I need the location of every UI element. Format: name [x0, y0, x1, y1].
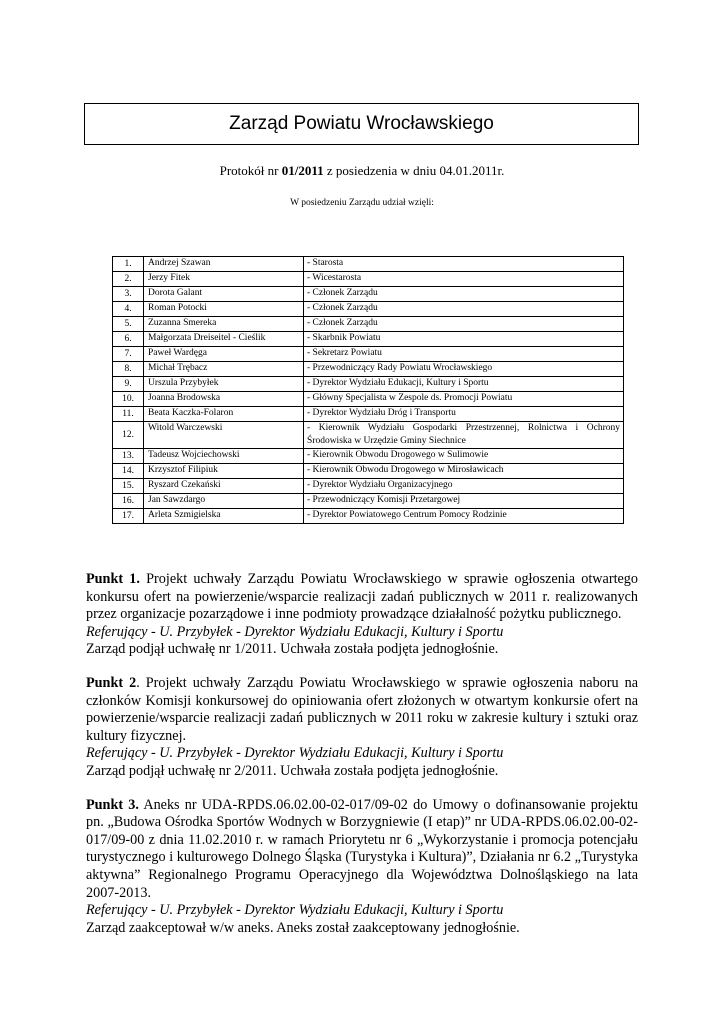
member-name: Beata Kaczka-Folaron	[144, 407, 304, 422]
member-role: - Dyrektor Wydziału Dróg i Transportu	[304, 407, 624, 422]
member-name: Zuzanna Smereka	[144, 317, 304, 332]
point-label: Punkt 2	[86, 674, 137, 691]
table-row	[113, 449, 624, 464]
member-number: 4.	[113, 302, 144, 317]
protocol-number: 01/2011	[281, 163, 324, 178]
member-role: - Kierownik Obwodu Drogowego w Mirosławicach	[304, 464, 624, 479]
member-role: - Kierownik Wydziału Gospodarki Przestrzennej, Rolnictwa i Ochrony Środowiska w Urzędzie Gminy Siechnice	[304, 422, 624, 449]
member-name: Andrzej Szawan	[144, 257, 304, 272]
point-referent: Referujący - U. Przybyłek - Dyrektor Wydziału Edukacji, Kultury i Sportu	[86, 623, 504, 640]
table-row	[113, 377, 624, 392]
member-name: Małgorzata Dreiseitel - Cieślik	[144, 332, 304, 347]
member-role: - Skarbnik Powiatu	[304, 332, 624, 347]
member-role: - Wicestarosta	[304, 272, 624, 287]
table-row	[113, 407, 624, 422]
point-label: Punkt 3.	[86, 796, 139, 813]
member-name: Arleta Szmigielska	[144, 509, 304, 524]
document-title: Zarząd Powiatu Wrocławskiego	[229, 113, 494, 134]
point-text	[86, 571, 638, 624]
member-number: 10.	[113, 392, 144, 407]
member-name: Jan Sawzdargo	[144, 494, 304, 509]
member-role: - Dyrektor Powiatowego Centrum Pomocy Rodzinie	[304, 509, 624, 524]
member-number: 5.	[113, 317, 144, 332]
table-row	[113, 332, 624, 347]
member-name: Dorota Galant	[144, 287, 304, 302]
table-row	[113, 347, 624, 362]
member-number: 2.	[113, 272, 144, 287]
table-row	[113, 494, 624, 509]
member-number: 8.	[113, 362, 144, 377]
point-decision: Zarząd podjął uchwałę nr 2/2011. Uchwała została podjęta jednogłośnie.	[86, 762, 499, 779]
member-name: Krzysztof Filipiuk	[144, 464, 304, 479]
table-row	[113, 509, 624, 524]
point-referent: Referujący - U. Przybyłek - Dyrektor Wydziału Edukacji, Kultury i Sportu	[86, 745, 504, 762]
point-description: Aneks nr UDA-RPDS.06.02.00-02-017/09-02 do Umowy o dofinansowanie projektu pn. „Budowa Ośrodka Sportów Wodnych w Borzygniewie (I etap)” nr UDA-RPDS.06.02.00-02-017/09-00 z dnia 11.02.2010 r. w ramach Priorytetu nr 6 „Wykorzystanie i promocja potencjału turystycznego i kulturowego Dolnego Śląska (Turystyka i Kultura)”, Działania nr 6.2 „Turystyka aktywna” Regionalnego Programu Operacyjnego dla Województwa Dolnośląskiego na lata 2007-2013.	[86, 796, 638, 901]
point-label: Punkt 1.	[86, 571, 140, 587]
member-number: 16.	[113, 494, 144, 509]
member-number: 6.	[113, 332, 144, 347]
table-row	[113, 464, 624, 479]
member-number: 7.	[113, 347, 144, 362]
member-role: - Członek Zarządu	[304, 302, 624, 317]
member-name: Ryszard Czekański	[144, 479, 304, 494]
member-role: - Przewodniczący Komisji Przetargowej	[304, 494, 624, 509]
protocol-prefix: Protokół nr	[219, 163, 282, 178]
table-row	[113, 272, 624, 287]
point-description: . Projekt uchwały Zarządu Powiatu Wrocławskiego w sprawie ogłoszenia naboru na członków Komisji konkursowej do opiniowania ofert złożonych w otwartym konkursie ofert na powierzenie/wsparcie realizacji zadań publicznych w 2011 roku w zakresie kultury i sztuki oraz kultury fizycznej.	[86, 674, 638, 744]
agenda-point-2	[86, 675, 638, 781]
point-description: Projekt uchwały Zarządu Powiatu Wrocławskiego w sprawie ogłoszenia otwartego konkursu ofert na powierzenie/wsparcie realizacji zadań publicznych w 2011 r. realizowanych przez organizacje pozarządowe i inne podmioty prowadzące działalność pożytku publicznego.	[86, 571, 638, 623]
member-role: - Członek Zarządu	[304, 287, 624, 302]
member-number: 13.	[113, 449, 144, 464]
member-name: Roman Potocki	[144, 302, 304, 317]
member-role: - Dyrektor Wydziału Organizacyjnego	[304, 479, 624, 494]
member-role: - Członek Zarządu	[304, 317, 624, 332]
member-name: Jerzy Fitek	[144, 272, 304, 287]
table-row	[113, 302, 624, 317]
member-name: Joanna Brodowska	[144, 392, 304, 407]
member-role: - Kierownik Obwodu Drogowego w Sulimowie	[304, 449, 624, 464]
members-table	[112, 256, 624, 524]
document-title-box	[84, 103, 639, 145]
agenda-points	[86, 571, 638, 953]
participants-intro: W posiedzeniu Zarządu udział wzięli:	[290, 198, 434, 208]
point-decision: Zarząd zaakceptował w/w aneks. Aneks został zaakceptowany jednogłośnie.	[86, 919, 520, 936]
table-row	[113, 317, 624, 332]
member-role: - Starosta	[304, 257, 624, 272]
table-row	[113, 479, 624, 494]
member-number: 14.	[113, 464, 144, 479]
member-name: Tadeusz Wojciechowski	[144, 449, 304, 464]
table-row	[113, 287, 624, 302]
member-role: - Główny Specjalista w Zespole ds. Promocji Powiatu	[304, 392, 624, 407]
member-number: 1.	[113, 257, 144, 272]
table-row	[113, 392, 624, 407]
point-referent: Referujący - U. Przybyłek - Dyrektor Wydziału Edukacji, Kultury i Sportu	[86, 902, 504, 919]
member-name: Michał Trębacz	[144, 362, 304, 377]
point-text	[86, 675, 638, 745]
protocol-line	[0, 163, 724, 179]
member-number: 15.	[113, 479, 144, 494]
member-number: 9.	[113, 377, 144, 392]
member-name: Witold Warczewski	[144, 422, 304, 449]
table-row	[113, 257, 624, 272]
point-decision: Zarząd podjął uchwałę nr 1/2011. Uchwała została podjęta jednogłośnie.	[86, 641, 499, 658]
agenda-point-1	[86, 571, 638, 659]
member-role: - Przewodniczący Rady Powiatu Wrocławskiego	[304, 362, 624, 377]
member-name: Paweł Wardęga	[144, 347, 304, 362]
member-number: 12.	[113, 422, 144, 449]
point-text	[86, 797, 638, 903]
table-row	[113, 422, 624, 449]
table-row	[113, 362, 624, 377]
member-role: - Sekretarz Powiatu	[304, 347, 624, 362]
member-number: 17.	[113, 509, 144, 524]
member-number: 3.	[113, 287, 144, 302]
agenda-point-3	[86, 797, 638, 938]
protocol-suffix: z posiedzenia w dniu 04.01.2011r.	[323, 163, 505, 178]
member-number: 11.	[113, 407, 144, 422]
member-name: Urszula Przybyłek	[144, 377, 304, 392]
member-role: - Dyrektor Wydziału Edukacji, Kultury i Sportu	[304, 377, 624, 392]
